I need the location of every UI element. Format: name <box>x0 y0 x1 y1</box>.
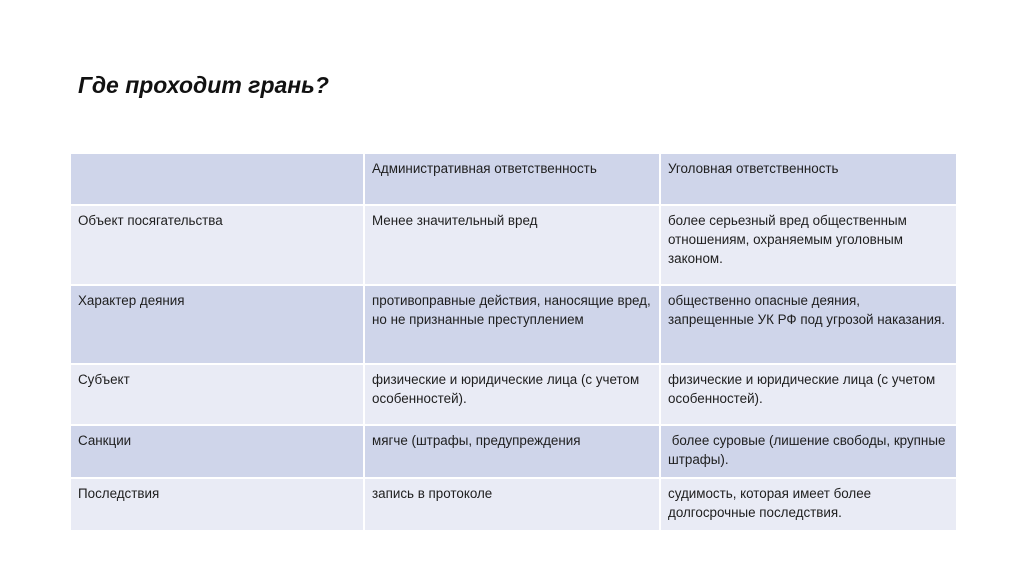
table-row <box>70 478 957 531</box>
table-cell: физические и юридические лица (с учетом особенностей). <box>364 364 660 425</box>
table-cell: запись в протоколе <box>364 478 660 531</box>
table-row <box>70 364 957 425</box>
table-cell: судимость, которая имеет более долгосрочные последствия. <box>660 478 957 531</box>
header-cell: Административная ответственность <box>364 153 660 205</box>
table-row <box>70 425 957 478</box>
table-cell: противоправные действия, наносящие вред, но не признанные преступлением <box>364 285 660 364</box>
header-cell: Уголовная ответственность <box>660 153 957 205</box>
table-cell: физические и юридические лица (с учетом особенностей). <box>660 364 957 425</box>
header-cell <box>70 153 364 205</box>
slide-title: Где проходит грань? <box>78 72 329 98</box>
table-row <box>70 205 957 285</box>
table-cell: мягче (штрафы, предупреждения <box>364 425 660 478</box>
table-row <box>70 285 957 364</box>
table-header-row <box>70 153 957 205</box>
row-label: Объект посягательства <box>70 205 364 285</box>
row-label: Санкции <box>70 425 364 478</box>
table-cell: более суровые (лишение свободы, крупные штрафы). <box>660 425 957 478</box>
row-label: Последствия <box>70 478 364 531</box>
row-label: Субъект <box>70 364 364 425</box>
table-cell: общественно опасные деяния, запрещенные УК РФ под угрозой наказания. <box>660 285 957 364</box>
table-cell: Менее значительный вред <box>364 205 660 285</box>
comparison-table <box>69 152 958 532</box>
table-cell: более серьезный вред общественным отношениям, охраняемым уголовным законом. <box>660 205 957 285</box>
row-label: Характер деяния <box>70 285 364 364</box>
